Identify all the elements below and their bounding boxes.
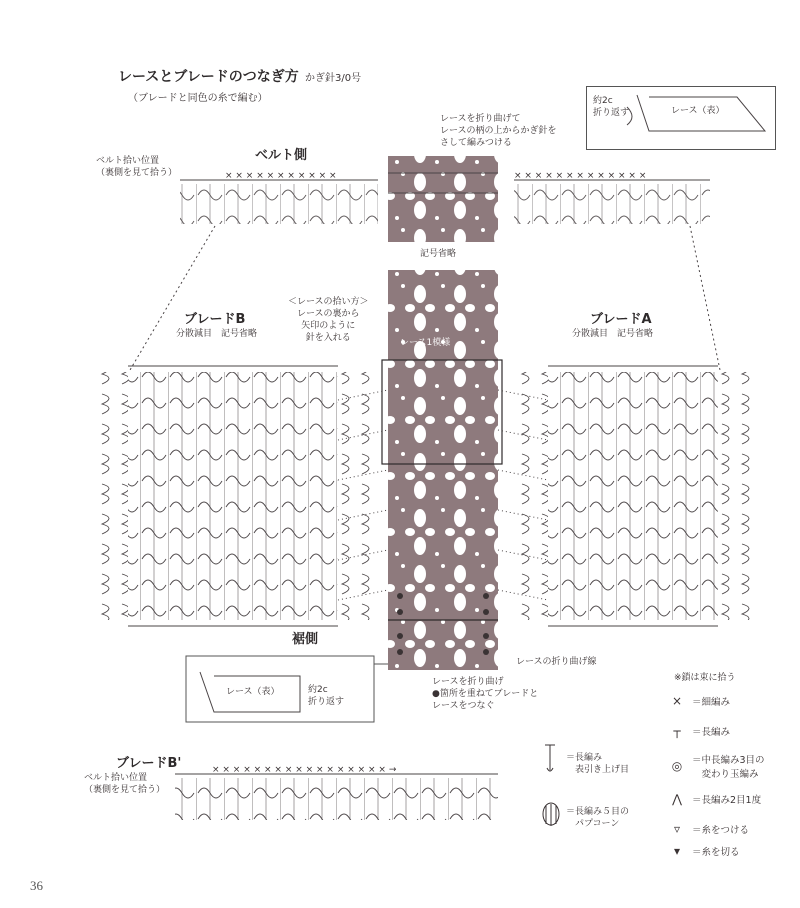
svg-text:× × × × × × × × × × × × ×: × × × × × × × × × × × × × <box>514 171 647 181</box>
braid-b-prime-chart <box>175 765 498 820</box>
join-note: レースを折り曲げ ●箇所を重ねてブレードと レースをつなぐ <box>432 677 539 711</box>
fold-amount-label: 約2c 折り返す <box>593 96 630 118</box>
braid-b-prime-pickup: ベルト拾い位置 （裏側を見て拾う） <box>84 773 166 795</box>
legend-item-puff: ◎ ＝中長編み3目の 変わり玉編み <box>668 752 765 780</box>
legend-item-dc2tog: ⋀ ＝長編み2目1度 <box>668 792 761 806</box>
page-number: 36 <box>30 878 43 893</box>
lace-main-strip <box>388 270 498 670</box>
belt-pickup-note: ベルト拾い位置 （裏側を見て拾う） <box>96 156 178 178</box>
braid-a-chart <box>498 366 754 626</box>
hem-side-label: 裾側 <box>292 632 319 647</box>
belt-side-label: ベルト側 <box>255 148 308 163</box>
fold-line-label: レースの折り曲げ線 <box>516 657 597 667</box>
lace-top-strip <box>388 156 498 242</box>
cut-yarn-icon: ▾ <box>673 844 681 858</box>
braid-b-title: ブレードB <box>184 312 246 327</box>
bottom-lace-front-label: レース（表） <box>226 687 280 697</box>
lace-pickup-note: ＜レースの拾い方＞ レースの裏から 矢印のように 針を入れる <box>288 297 369 343</box>
braid-a-title: ブレードA <box>590 312 652 327</box>
lace-one-pattern-label: レース1模様 <box>400 338 451 348</box>
legend-item-dc: ┬ ＝長編み <box>668 724 730 738</box>
symbols-omitted-top: 記号省略 <box>420 249 457 259</box>
legend-popcorn: ＝長編み５目の パプコーン <box>566 807 630 829</box>
belt-braid-right <box>514 171 710 224</box>
braid-a-sub: 分散減目 記号省略 <box>572 329 654 339</box>
svg-text:× × × × × × × × × × ×: × × × × × × × × × × × <box>225 171 337 181</box>
braid-b-prime-title: ブレードB' <box>116 756 182 771</box>
dc2tog-icon: ⋀ <box>672 792 682 806</box>
belt-braid-left <box>180 171 378 224</box>
single-crochet-icon: × <box>671 694 683 708</box>
svg-text:× × × × × × × × × × × × ×: × × × × × × × × × × × × × × × × × → <box>212 765 397 775</box>
lace-front-label: レース（表） <box>671 106 725 116</box>
puff-stitch-icon: ◎ <box>671 759 683 773</box>
legend-fpdc: ＝長編み 表引き上げ目 <box>566 753 630 775</box>
legend-item-join: ▿ ＝糸をつける <box>668 822 749 836</box>
braid-b-sub: 分散減目 記号省略 <box>176 329 258 339</box>
lace-top-note: レースを折り曲げて レースの柄の上からかぎ針を さして編みつける <box>440 114 557 148</box>
yarn-note: （ブレードと同色の糸で編む） <box>128 93 268 104</box>
legend-item-sc: × ＝細編み <box>668 694 730 708</box>
join-yarn-icon: ▿ <box>673 822 681 836</box>
double-crochet-icon: ┬ <box>673 724 681 738</box>
legend-item-cut: ▾ ＝糸を切る <box>668 844 740 858</box>
braid-b-chart <box>92 366 388 626</box>
chain-note: ※鎖は束に拾う <box>674 673 736 683</box>
page-title: レースとブレードのつなぎ方 <box>118 69 299 85</box>
hook-size: かぎ針3/0号 <box>305 73 362 84</box>
bottom-fold-amount-label: 約2c 折り返す <box>308 685 345 707</box>
